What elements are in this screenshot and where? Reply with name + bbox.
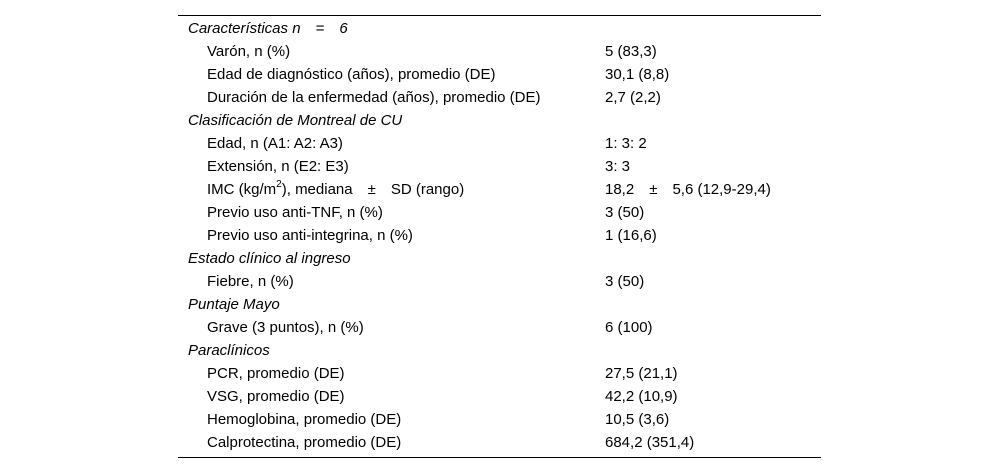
row-label: Varón, n (%) [207,43,291,60]
table-row [178,63,821,86]
table-row [178,224,821,247]
row-value: 6 (100) [605,319,653,336]
row-label: VSG, promedio (DE) [207,388,345,405]
section-title: Paraclínicos [188,342,270,359]
section-heading [178,339,821,362]
row-value: 3 (50) [605,273,645,290]
row-value: 684,2 (351,4) [605,434,695,451]
table-row [178,431,821,454]
table-row [178,270,821,293]
row-value: 10,5 (3,6) [605,411,670,428]
table-row [178,201,821,224]
row-label: Hemoglobina, promedio (DE) [207,411,402,428]
row-label: IMC $(kg/m^2)$, mediana ± SD (rango) [207,179,465,198]
row-label: Previo uso anti-TNF, n (%) [207,204,383,221]
table-row [178,132,821,155]
row-label: Calprotectina, promedio (DE) [207,434,402,451]
section-heading [178,293,821,316]
table-row [178,316,821,339]
row-value: 2,7 (2,2) [605,89,661,106]
row-value: 30,1 (8,8) [605,66,670,83]
row-value: 3: 3 [605,158,631,175]
characteristics-table [178,15,821,458]
section-heading [178,247,821,270]
row-label: Edad, n (A1: A2: A3) [207,135,343,152]
row-label: Fiebre, n (%) [207,273,294,290]
row-label: Grave (3 puntos), n (%) [207,319,364,336]
section-title: Estado clínico al ingreso [188,250,351,267]
row-label: Duración de la enfermedad (años), promedio (DE) [207,89,541,106]
row-label: Extensión, n (E2: E3) [207,158,349,175]
row-value: 27,5 (21,1) [605,365,678,382]
table-row [178,408,821,431]
row-label: Edad de diagnóstico (años), promedio (DE) [207,66,496,83]
table-row [178,86,821,109]
row-value: 42,2 (10,9) [605,388,678,405]
table-row [178,40,821,63]
row-value: 1 (16,6) [605,227,657,244]
row-label: Previo uso anti-integrina, n (%) [207,227,413,244]
table-row [178,362,821,385]
section-heading [178,109,821,132]
table-header-row [178,17,821,40]
header-label: Características n = 6 [188,20,348,37]
row-value: 3 (50) [605,204,645,221]
row-value: 1: 3: 2 [605,135,647,152]
table-row [178,155,821,178]
section-title: Puntaje Mayo [188,296,280,313]
table-row-imc [178,178,821,201]
section-title: Clasificación de Montreal de CU [188,112,403,129]
row-value: 18,2 ± 5,6 (12,9-29,4) [605,181,771,198]
row-label: PCR, promedio (DE) [207,365,345,382]
row-value: 5 (83,3) [605,43,657,60]
table-row [178,385,821,408]
